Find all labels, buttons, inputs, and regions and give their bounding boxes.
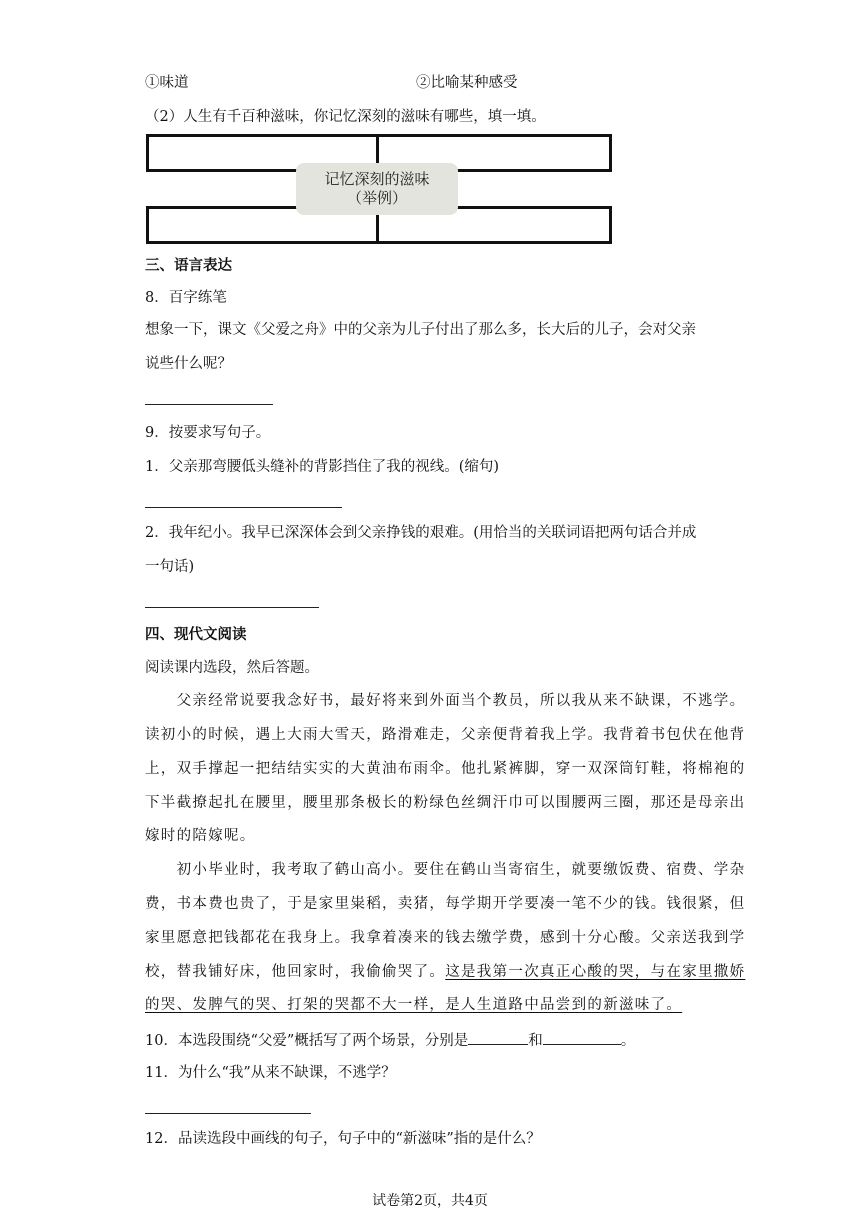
question-8-line1: 想象一下，课文《父爱之舟》中的父亲为儿子付出了那么多，长大后的儿子，会对父亲 bbox=[145, 322, 696, 338]
passage-p2-line3: 家里愿意把钱都花在我身上。我拿着凑来的钱去缴学费，感到十分心酸。父亲送我到学 bbox=[145, 930, 746, 946]
diagram-center-label bbox=[296, 163, 458, 215]
option-1: ①味道 bbox=[145, 75, 189, 91]
reading-intro: 阅读课内选段，然后答题。 bbox=[145, 660, 319, 676]
diagram-center-line2: （举例） bbox=[346, 189, 407, 207]
question-10 bbox=[145, 1030, 635, 1051]
answer-line-8[interactable] bbox=[145, 404, 273, 405]
passage-p1-line5: 嫁时的陪嫁呢。 bbox=[145, 828, 256, 844]
answer-line-9-1[interactable] bbox=[145, 507, 342, 508]
taste-diagram bbox=[146, 134, 612, 244]
question-9-title: 9．按要求写句子。 bbox=[145, 425, 271, 441]
underlined-sentence-part1: 这是我第一次真正心酸的哭，与在家里撒娇 bbox=[445, 964, 746, 980]
answer-line-9-2[interactable] bbox=[145, 607, 319, 608]
passage-p2-line4 bbox=[145, 962, 746, 982]
passage-p1-line4: 下半截撩起扎在腰里，腰里那条极长的粉绿色丝绸汗巾可以围腰两三圈，那还是母亲出 bbox=[145, 795, 746, 811]
passage-p1-line1: 父亲经常说要我念好书，最好将来到外面当个教员，所以我从来不缺课，不逃学。 bbox=[145, 693, 746, 709]
question-12: 12．品读选段中画线的句子，句子中的“新滋味”指的是什么？ bbox=[145, 1131, 541, 1147]
section-4-heading: 四、现代文阅读 bbox=[145, 626, 247, 643]
passage-p2-line2: 费，书本费也贵了，于是家里粜稻，卖猪，每学期开学要凑一笔不少的钱。钱很紧，但 bbox=[145, 896, 746, 912]
question-10-text-a: 10．本选段围绕“父爱”概括写了两个场景，分别是 bbox=[145, 1033, 469, 1049]
underlined-sentence-part2: 的哭、发脾气的哭、打架的哭都不大一样，是人生道路中品尝到的新滋味了。 bbox=[145, 997, 683, 1013]
blank-10-2[interactable] bbox=[543, 1030, 621, 1045]
option-2: ②比喻某种感受 bbox=[416, 75, 518, 91]
passage-p2-line1: 初小毕业时，我考取了鹤山高小。要住在鹤山当寄宿生，就要缴饭费、宿费、学杂 bbox=[145, 862, 746, 878]
question-8-title: 8．百字练笔 bbox=[145, 290, 227, 306]
question-9-item2-line1: 2．我年纪小。我早已深深体会到父亲挣钱的艰难。(用恰当的关联词语把两句话合并成 bbox=[145, 525, 697, 541]
question-9-item1: 1．父亲那弯腰低头缝补的背影挡住了我的视线。(缩句) bbox=[145, 459, 500, 475]
blank-10-1[interactable] bbox=[468, 1030, 528, 1045]
question-11: 11．为什么“我”从来不缺课，不逃学？ bbox=[145, 1065, 396, 1081]
question-10-text-b: 和 bbox=[528, 1033, 543, 1049]
passage-p2-line4-plain: 校，替我铺好床，他回家时，我偷偷哭了。 bbox=[145, 964, 446, 980]
question-7-2: （2）人生有千百种滋味，你记忆深刻的滋味有哪些，填一填。 bbox=[145, 109, 546, 125]
passage-p1-line3: 上，双手撑起一把结结实实的大黄油布雨伞。他扎紧裤脚，穿一双深筒钉鞋，将棉袍的 bbox=[145, 761, 746, 777]
question-8-line2: 说些什么呢？ bbox=[145, 356, 232, 372]
answer-line-11[interactable] bbox=[145, 1113, 311, 1114]
question-9-item2-line2: 一句话) bbox=[145, 559, 195, 575]
diagram-center-line1: 记忆深刻的滋味 bbox=[324, 170, 430, 188]
page-footer: 试卷第2页，共4页 bbox=[372, 1193, 488, 1209]
passage-p2-line5 bbox=[145, 995, 720, 1015]
passage-p1-line2: 读初小的时候，遇上大雨大雪天，路滑难走，父亲便背着我上学。我背着书包伏在他背 bbox=[145, 727, 746, 743]
section-3-heading: 三、语言表达 bbox=[145, 257, 232, 274]
question-10-text-c: 。 bbox=[620, 1033, 636, 1049]
